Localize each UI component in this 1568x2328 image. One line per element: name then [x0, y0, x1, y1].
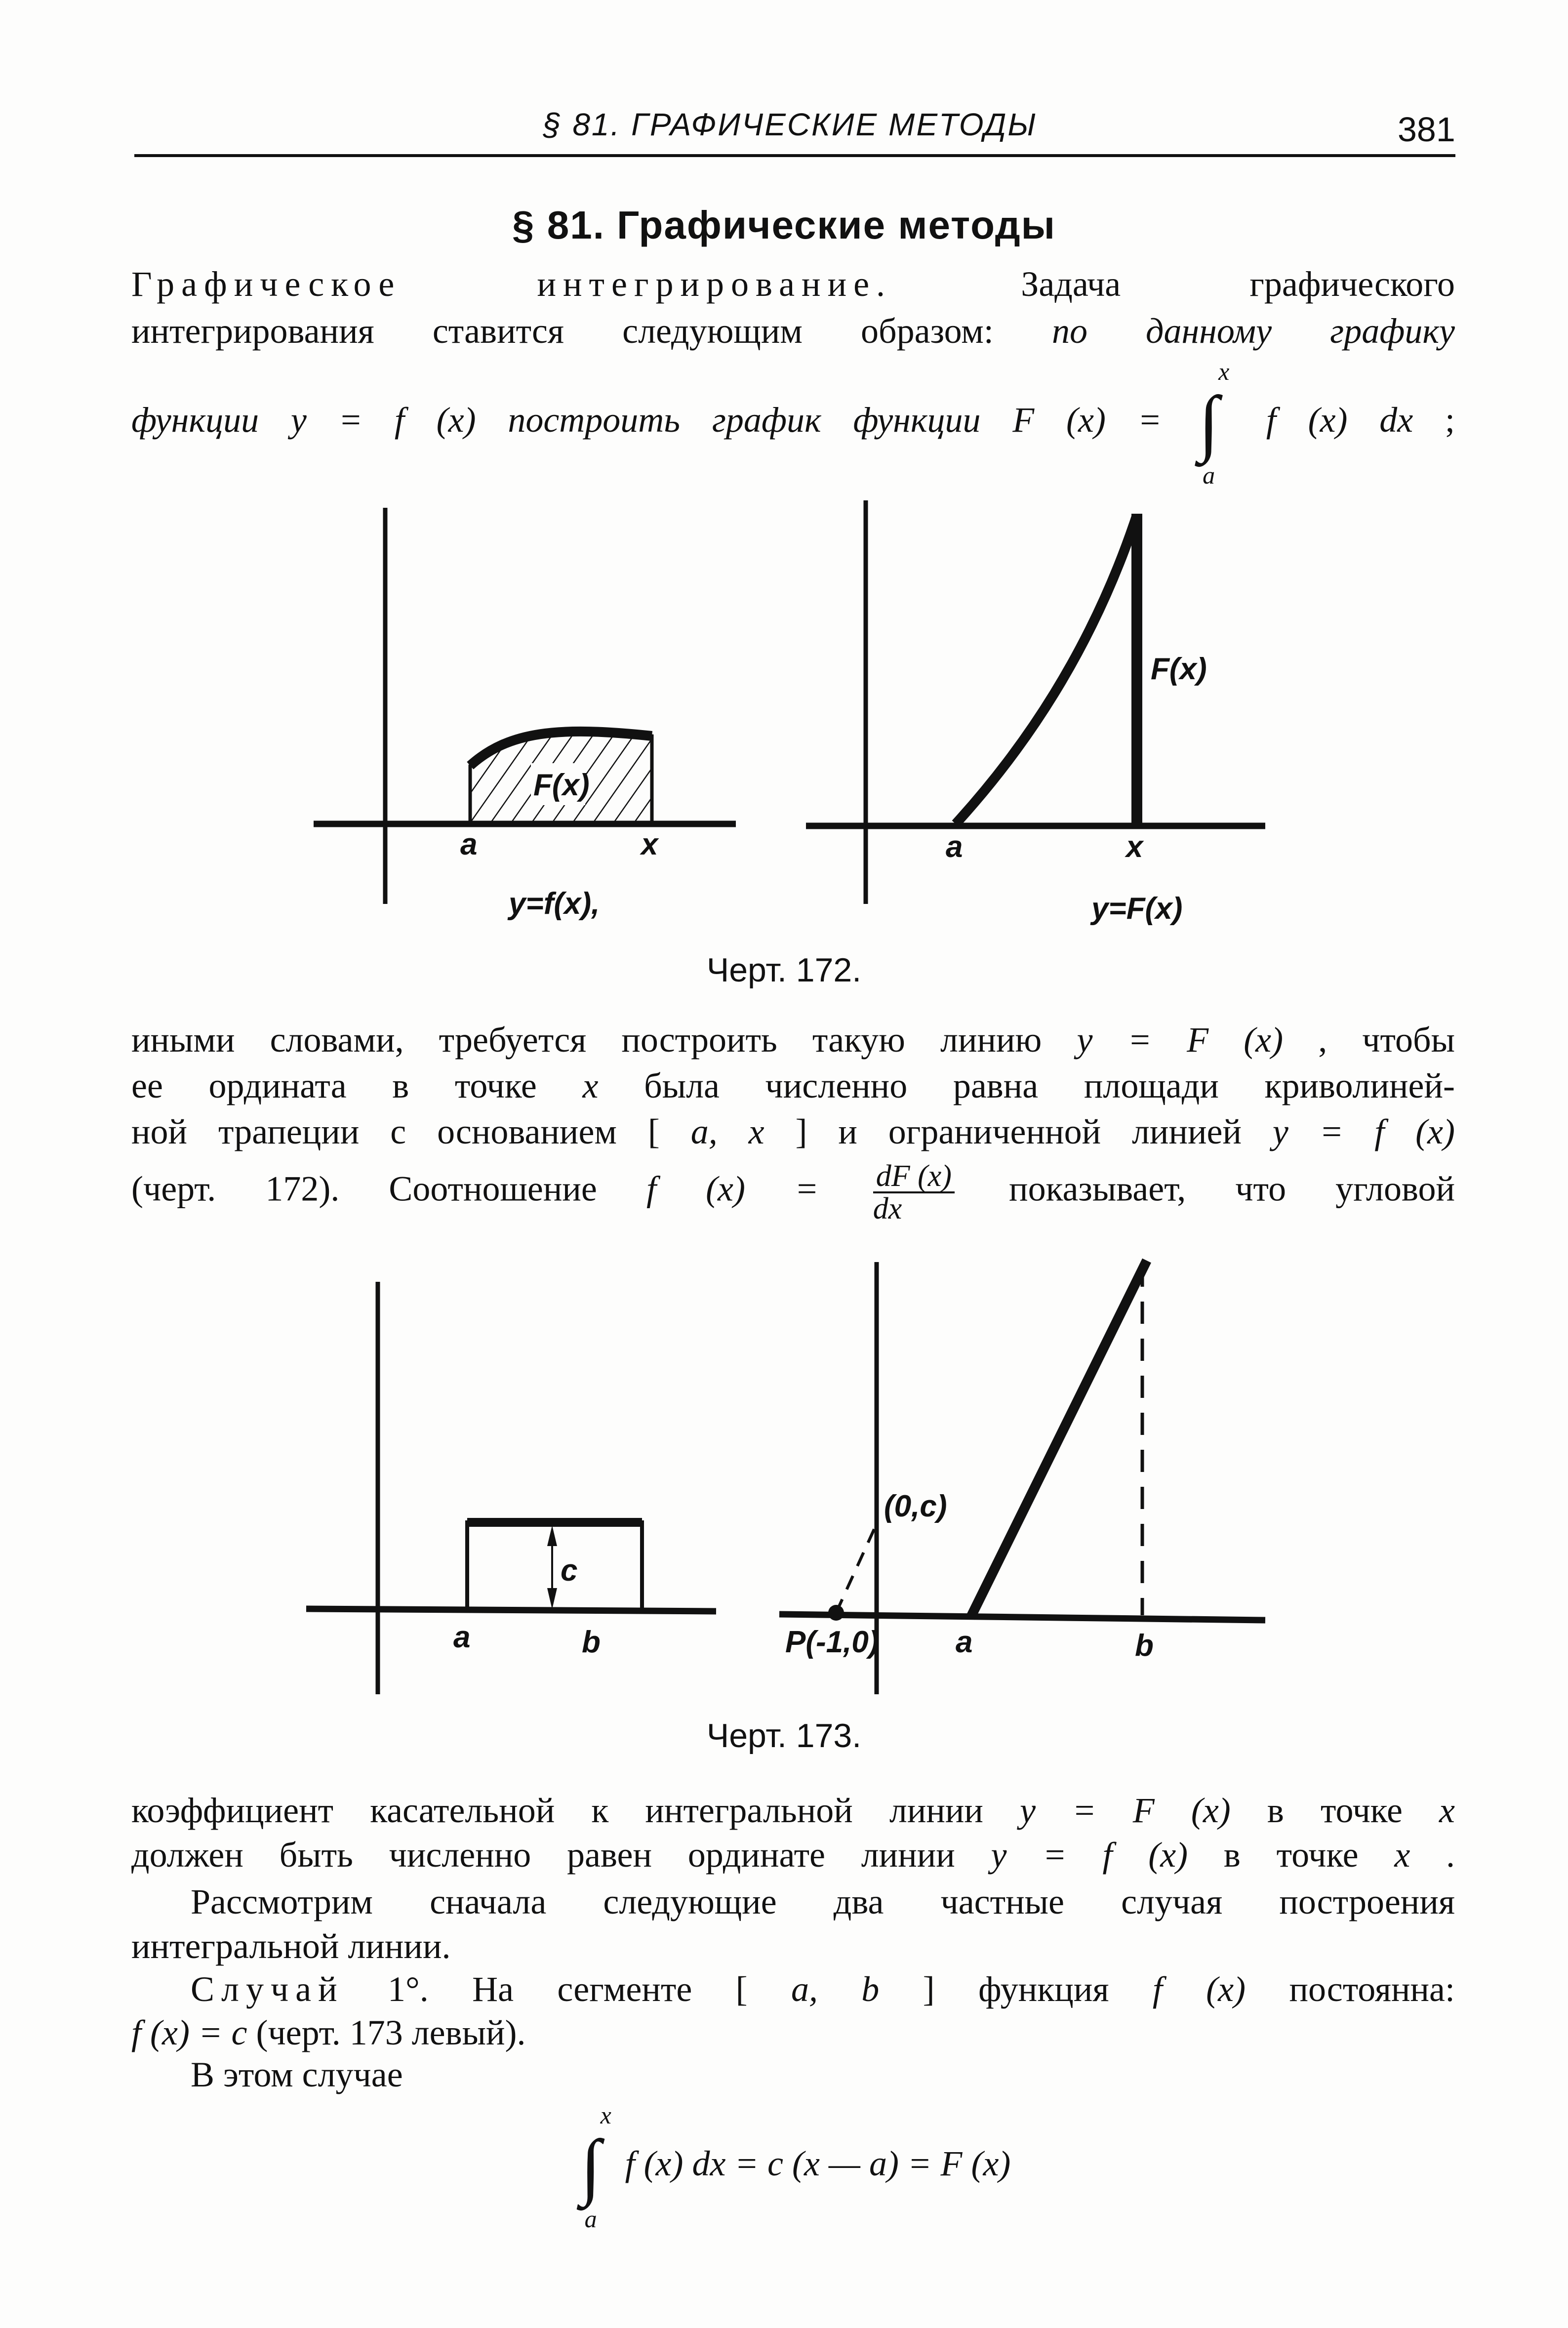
text-segment: должен быть численно равен ординате линии: [131, 1835, 991, 1875]
text-segment: .: [1446, 1835, 1455, 1875]
function-label: y=f(x),: [509, 887, 600, 921]
text-segment: в точке: [1267, 1791, 1440, 1830]
label-a: a: [460, 827, 478, 861]
x-axis: [779, 1614, 1265, 1620]
point-oc-label: (0,c): [884, 1489, 947, 1523]
math-text: f (x) = c: [131, 2013, 247, 2052]
numerator: dF (x): [873, 1161, 955, 1193]
label-a: a: [956, 1625, 973, 1659]
upper-limit: x: [1218, 358, 1230, 385]
math-text: f (x) dx = c (x — a) = F (x): [625, 2144, 1011, 2183]
area-label: F(x): [533, 768, 590, 802]
text-segment: ;: [1445, 400, 1455, 440]
label-x: x: [641, 827, 658, 861]
text-segment: 1°. На сегменте [: [388, 1969, 748, 2009]
text-segment: Рассмотрим сначала следующие два частные случая построения: [191, 1882, 1455, 1921]
text-segment: иными словами, требуется построить такую линию: [131, 1020, 1077, 1060]
ordinate-label: F(x): [1151, 652, 1207, 686]
lower-limit: a: [1203, 461, 1215, 489]
math-text: x: [1394, 1835, 1410, 1875]
text-segment: интегрирования ставится следующим образом:: [131, 311, 1052, 351]
integral-icon: ∫: [580, 2125, 601, 2207]
text-segment: была численно равна площади криволиней-: [644, 1066, 1455, 1105]
text-segment: ] и ограниченной линией: [795, 1112, 1273, 1151]
label-x: x: [1126, 830, 1143, 864]
upper-limit: x: [600, 2101, 611, 2129]
math-text: функции y = f (x) построить график функции F (x) =: [131, 400, 1194, 440]
figure-173-right: [779, 1261, 1265, 1694]
text-segment: коэффициент касательной к интегральной линии: [131, 1791, 1020, 1830]
text-segment: Задача графического: [1021, 264, 1455, 304]
math-text: по данному графику: [1051, 311, 1455, 351]
math-text: a, x: [690, 1112, 764, 1151]
label-b: b: [1135, 1629, 1154, 1663]
page-number: 381: [1398, 110, 1455, 149]
text-segment: ее ордината в точке: [131, 1066, 583, 1105]
math-text: y = F (x): [1077, 1020, 1284, 1060]
running-header: § 81. ГРАФИЧЕСКИЕ МЕТОДЫ: [543, 107, 1038, 142]
text-segment: в точке: [1223, 1835, 1395, 1875]
height-label: c: [561, 1553, 578, 1588]
curve-F: [956, 515, 1137, 824]
point-p-label: P(-1,0): [785, 1625, 879, 1659]
math-text: f (x) dx: [1266, 400, 1413, 440]
text-segment: Графическое интегрирование.: [131, 264, 892, 304]
integral-line: [970, 1261, 1147, 1618]
text-segment: ной трапеции с основанием [: [131, 1112, 660, 1151]
math-text: x: [582, 1066, 599, 1105]
lower-limit: a: [584, 2205, 597, 2233]
text-segment: Случай: [191, 1969, 344, 2009]
figure-173-left: [306, 1282, 716, 1694]
function-label: y=F(x): [1091, 892, 1183, 926]
text-segment: ] функция: [923, 1969, 1153, 2009]
text-segment: , чтобы: [1318, 1020, 1455, 1060]
text-segment: (черт. 172). Соотношение: [131, 1169, 646, 1209]
text-segment: (черт. 173 левый).: [256, 2013, 526, 2052]
text-segment: интегральной линии.: [131, 1926, 451, 1966]
label-b: b: [582, 1625, 601, 1659]
label-a: a: [453, 1620, 471, 1654]
integral-icon: ∫: [1199, 381, 1219, 463]
figure-172-right: [806, 500, 1265, 926]
math-text: y = f (x): [991, 1835, 1188, 1875]
section-title: § 81. Графические методы: [512, 203, 1056, 247]
figure-173-caption: Черт. 173.: [706, 1717, 862, 1755]
dashed-slope: [836, 1524, 877, 1613]
math-text: x: [1439, 1791, 1455, 1830]
text-segment: В этом случае: [191, 2055, 403, 2094]
figure-172-caption: Черт. 172.: [706, 951, 862, 989]
math-text: y = f (x): [1272, 1112, 1455, 1151]
math-text: f (x): [1152, 1969, 1246, 2009]
text-segment: показывает, что угловой: [1009, 1169, 1455, 1209]
label-a: a: [946, 830, 963, 864]
text-segment: постоянна:: [1289, 1969, 1455, 2009]
arrow-down-icon: [547, 1588, 557, 1609]
math-text: f (x) =: [646, 1169, 819, 1209]
denominator: dx: [873, 1192, 902, 1225]
figure-172-left: [314, 508, 736, 921]
point-p: [828, 1605, 844, 1621]
x-axis: [306, 1609, 716, 1611]
arrow-up-icon: [547, 1525, 557, 1546]
math-text: a, b: [791, 1969, 880, 2009]
math-text: y = F (x): [1020, 1791, 1231, 1830]
